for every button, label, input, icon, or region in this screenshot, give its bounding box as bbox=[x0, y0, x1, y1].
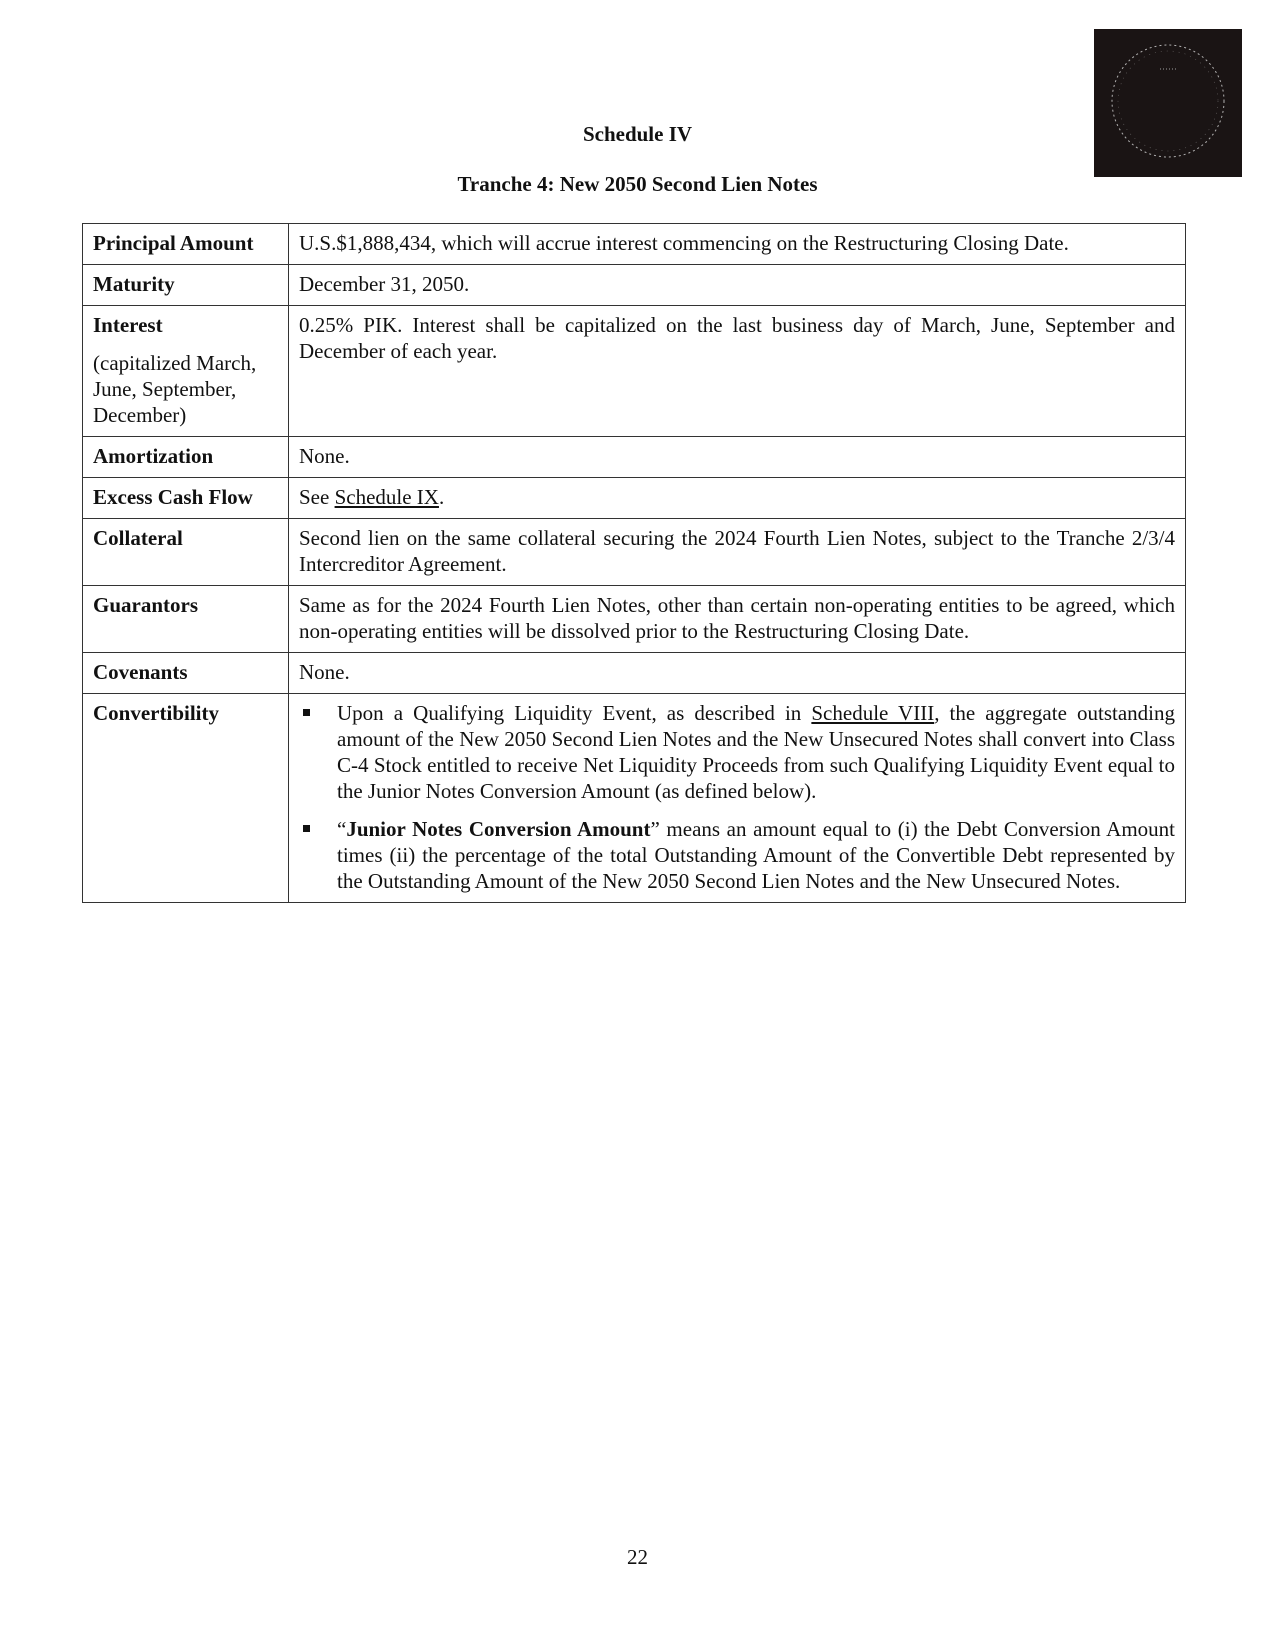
excess-cash-flow-prefix: See bbox=[299, 485, 335, 509]
schedule-viii-link[interactable]: Schedule VIII bbox=[811, 701, 935, 725]
maturity-label: Maturity bbox=[83, 265, 289, 306]
square-bullet-icon bbox=[303, 709, 310, 716]
junior-notes-conversion-amount-term: Junior Notes Conversion Amount bbox=[346, 817, 651, 841]
guarantors-label: Guarantors bbox=[83, 586, 289, 653]
table-row-collateral bbox=[83, 519, 1186, 586]
schedule-ix-link[interactable]: Schedule IX bbox=[334, 485, 439, 509]
square-bullet-icon bbox=[303, 825, 310, 832]
interest-value: 0.25% PIK. Interest shall be capitalized on the last business day of March, June, September and December of each year. bbox=[289, 306, 1186, 437]
tranche-title: Tranche 4: New 2050 Second Lien Notes bbox=[457, 172, 818, 196]
bullet-2-open-quote: “ bbox=[337, 817, 347, 841]
amortization-label: Amortization bbox=[83, 437, 289, 478]
bullet-1-suffix: , the aggregate outstanding amount of the New 2050 Second Lien Notes and the New Unsecured Notes shall convert into Class C-4 Stock entitled to receive Net Liquidity Proceeds from such Qualifying Liquidity Event equal to the Junior Notes Conversion Amount (as defined below). bbox=[337, 701, 1175, 803]
principal-amount-value: U.S.$1,888,434, which will accrue interest commencing on the Restructuring Closing Date. bbox=[289, 224, 1186, 265]
convertibility-bullet-1 bbox=[299, 700, 1175, 804]
interest-label-cell bbox=[83, 306, 289, 437]
convertibility-value bbox=[289, 694, 1186, 903]
convertibility-bullet-list bbox=[299, 700, 1175, 894]
table-row-maturity bbox=[83, 265, 1186, 306]
convertibility-label: Convertibility bbox=[83, 694, 289, 903]
excess-cash-flow-value bbox=[289, 478, 1186, 519]
collateral-label: Collateral bbox=[83, 519, 289, 586]
interest-label: Interest bbox=[93, 313, 163, 337]
guarantors-value: Same as for the 2024 Fourth Lien Notes, other than certain non-operating entities to be agreed, which non-operating entities will be dissolved prior to the Restructuring Closing Date. bbox=[289, 586, 1186, 653]
excess-cash-flow-label: Excess Cash Flow bbox=[83, 478, 289, 519]
convertibility-bullet-2 bbox=[299, 816, 1175, 894]
seal-stamp-icon bbox=[1094, 29, 1242, 177]
seal-stamp-graphic bbox=[1094, 29, 1242, 177]
table-row-guarantors bbox=[83, 586, 1186, 653]
page-number: 22 bbox=[627, 1545, 648, 1569]
interest-sublabel: (capitalized March, June, September, December) bbox=[93, 351, 257, 427]
amortization-value: None. bbox=[289, 437, 1186, 478]
bullet-2-rest: ” means an amount equal to (i) the Debt Conversion Amount times (ii) the percentage of the total Outstanding Amount of the Convertible Debt represented by the Outstanding Amount of the New 2050 Second Lien Notes and the New Unsecured Notes. bbox=[337, 817, 1176, 893]
principal-amount-label: Principal Amount bbox=[83, 224, 289, 265]
table-row-excess-cash-flow bbox=[83, 478, 1186, 519]
terms-table bbox=[82, 223, 1186, 903]
excess-cash-flow-suffix: . bbox=[438, 485, 445, 509]
table-row-covenants bbox=[83, 653, 1186, 694]
table-row-principal-amount bbox=[83, 224, 1186, 265]
covenants-value: None. bbox=[289, 653, 1186, 694]
table-row-amortization bbox=[83, 437, 1186, 478]
covenants-label: Covenants bbox=[83, 653, 289, 694]
maturity-value: December 31, 2050. bbox=[289, 265, 1186, 306]
table-row-interest bbox=[83, 306, 1186, 437]
table-row-convertibility bbox=[83, 694, 1186, 903]
schedule-title: Schedule IV bbox=[582, 122, 693, 146]
bullet-1-prefix: Upon a Qualifying Liquidity Event, as described in bbox=[337, 701, 812, 725]
collateral-value: Second lien on the same collateral securing the 2024 Fourth Lien Notes, subject to the Tranche 2/3/4 Intercreditor Agreement. bbox=[289, 519, 1186, 586]
